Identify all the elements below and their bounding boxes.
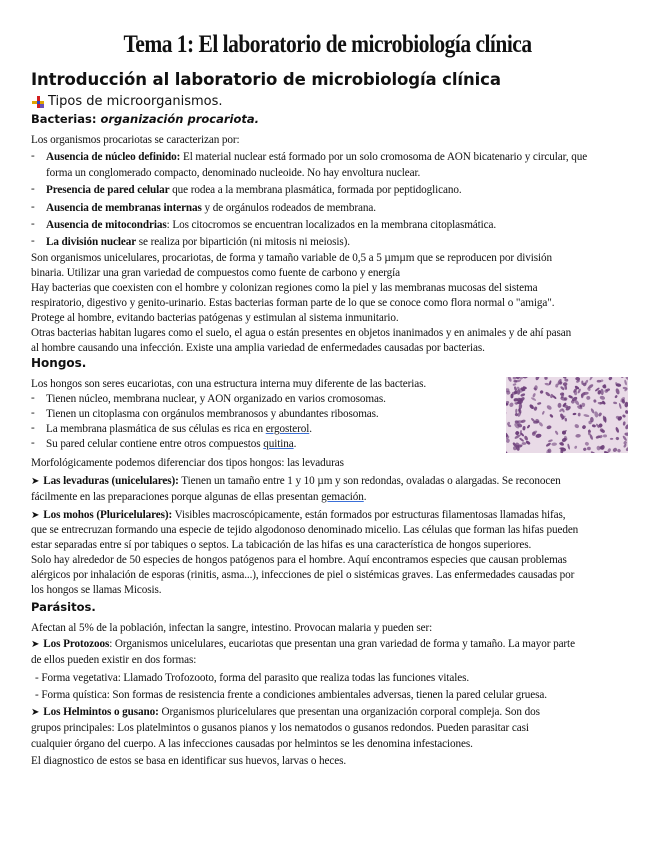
microscopy-image — [506, 377, 628, 453]
fungi-bullet-2: Tienen un citoplasma con orgánulos membranosos y abundantes ribosomas. — [46, 408, 379, 420]
bullet-dash: - — [31, 422, 35, 434]
bacteria-bullet-2: Presencia de pared celular que rodea a la membrana plasmática, formada por peptidoglicano. — [46, 184, 462, 196]
bacteria-bullet-3: Ausencia de membranas internas y de orgánulos rodeados de membrana. — [46, 202, 376, 214]
bullet-dash: - — [31, 235, 35, 247]
yeast-line-cont: fácilmente en las preparaciones porque algunas de ellas presentan gemación. — [31, 491, 367, 503]
fungi-bullet-3: La membrana plasmática de sus células es rica en ergosterol. — [46, 423, 312, 435]
molds-line: que se entrecruzan formando una especie de tejido algodonoso denominado micelio. Las células que forman las hifas pueden — [31, 524, 579, 536]
helminths-line: cualquier órgano del cuerpo. A las infecciones causadas por helmintos se les denomina infestaciones. — [31, 738, 473, 750]
bullet-dash: - — [31, 437, 35, 449]
yeast-cells-illustration — [506, 377, 628, 453]
protozoa-form-vegetative: - Forma vegetativa: Llamado Trofozooto, forma del parasito que realiza todas las funciones vitales. — [35, 672, 470, 684]
bacteria-paragraph-line: respiratorio, digestivo y genito-urinario. Estas bacterias forman parte de lo que se conoce como flora normal o "amiga". — [31, 297, 555, 309]
fungi-bullet-4: Su pared celular contiene entre otros compuestos quitina. — [46, 438, 297, 450]
quitina-link[interactable]: quitina — [263, 438, 294, 450]
bacteria-paragraph-line: Protege al hombre, evitando bacterias patógenas y estimulan al sistema inmunitario. — [31, 312, 399, 324]
gemacion-link[interactable]: gemación — [321, 491, 364, 503]
protozoa-form-cyst: - Forma quística: Son formas de resistencia frente a condiciones ambientales adversas, tienen la pared celular gruesa. — [35, 689, 547, 701]
protozoa-line-cont: de ellos pueden existir en dos formas: — [31, 654, 197, 666]
bullet-dash: - — [31, 201, 35, 213]
bullet-dash: - — [31, 392, 35, 404]
bacteria-paragraph-line: Otras bacterias habitan lugares como el suelo, el agua o están presentes en objetos inanimados y en animales y de ahí pasan — [31, 327, 572, 339]
arrow-bullet-icon: ➤ — [31, 639, 40, 650]
bacteria-paragraph-line: binaria. Utilizar una gran variedad de compuestos como fuente de carbono y energía — [31, 267, 401, 279]
parasites-heading: Parásitos. — [31, 600, 96, 614]
bacteria-bullet-1-cont: forma un conglomerado compacto, denominado nucleoide. No hay envoltura nuclear. — [46, 167, 421, 179]
ergosterol-link[interactable]: ergosterol — [265, 423, 310, 435]
types-heading: Tipos de microorganismos. — [48, 94, 223, 109]
molds-line: alérgicos por inhalación de esporas (rinitis, asma...), infecciones de piel o sistémicas graves. Las enfermedades causadas por — [31, 569, 575, 581]
bacteria-heading: Bacterias: organización procariota. — [31, 112, 259, 126]
molds-line: estar separadas entre sí por tabiques o septos. La tabicación de las hifas es una característica de hongos superiores. — [31, 539, 532, 551]
bacteria-paragraph-line: al hombre causando una infección. Existe una amplia variedad de enfermedades causadas por bacterias. — [31, 342, 485, 354]
molds-line: ➤ Los mohos (Pluricelulares): Visibles macroscópicamente, están formados por estructuras filamentosas llamadas hifas, — [31, 509, 566, 521]
molds-line: Solo hay alrededor de 50 especies de hongos patógenos para el hombre. Aquí encontramos especies que causan problemas — [31, 554, 567, 566]
bacteria-lead: Los organismos procariotas se caracterizan por: — [31, 134, 240, 146]
molds-line: los hongos se llamas Micosis. — [31, 584, 162, 596]
fungi-heading: Hongos. — [31, 356, 87, 370]
bullet-dash: - — [31, 407, 35, 419]
page-title: Tema 1: El laboratorio de microbiología clínica — [123, 31, 532, 58]
protozoa-line: ➤ Los Protozoos: Organismos unicelulares, eucariotas que presentan una gran variedad de forma y tamaño. La mayor parte — [31, 638, 575, 650]
fungi-bullet-1: Tienen núcleo, membrana nuclear, y AON organizado en varios cromosomas. — [46, 393, 386, 405]
arrow-bullet-icon: ➤ — [31, 707, 40, 718]
bullet-dash: - — [31, 150, 35, 162]
types-heading-row — [31, 94, 223, 109]
fungi-lead: Los hongos son seres eucariotas, con una estructura interna muy diferente de las bacterias. — [31, 378, 427, 390]
bullet-diamond-icon — [31, 95, 45, 109]
intro-heading: Introducción al laboratorio de microbiología clínica — [31, 70, 501, 89]
bacteria-paragraph-line: Hay bacterias que coexisten con el hombre y colonizan regiones como la piel y las membranas mucosas del sistema — [31, 282, 538, 294]
bacteria-bullet-5: La división nuclear se realiza por bipartición (ni mitosis ni meiosis). — [46, 236, 350, 248]
diagnosis-line: El diagnostico de estos se basa en identificar sus huevos, larvas o heces. — [31, 755, 347, 767]
bacteria-bullet-4: Ausencia de mitocondrias: Los citocromos se encuentran localizados en la membrana citoplasmática. — [46, 219, 497, 231]
bacteria-bullet-1: Ausencia de núcleo definido: El material nuclear está formado por un solo cromosoma de AON bicatenario y circular, que — [46, 151, 588, 163]
arrow-bullet-icon: ➤ — [31, 510, 40, 521]
parasites-lead: Afectan al 5% de la población, infectan la sangre, intestino. Provocan malaria y pueden ser: — [31, 622, 433, 634]
helminths-line: ➤ Los Helmintos o gusano: Organismos pluricelulares que presentan una organización corporal compleja. Son dos — [31, 706, 540, 718]
arrow-bullet-icon: ➤ — [31, 476, 40, 487]
yeast-line: ➤ Las levaduras (unicelulares): Tienen un tamaño entre 1 y 10 µm y son redondas, ovaladas o alargadas. Se reconocen — [31, 475, 561, 487]
bullet-dash: - — [31, 183, 35, 195]
helminths-line: grupos principales: Los platelmintos o gusanos pianos y los nematodos o gusanos redondos. Pueden parasitar casi — [31, 722, 529, 734]
fungi-morphology: Morfológicamente podemos diferenciar dos tipos hongos: las levaduras — [31, 457, 344, 469]
bullet-dash: - — [31, 218, 35, 230]
bacteria-paragraph-line: Son organismos unicelulares, procariotas, de forma y tamaño variable de 0,5 a 5 µmµm que se reproducen por división — [31, 252, 552, 264]
